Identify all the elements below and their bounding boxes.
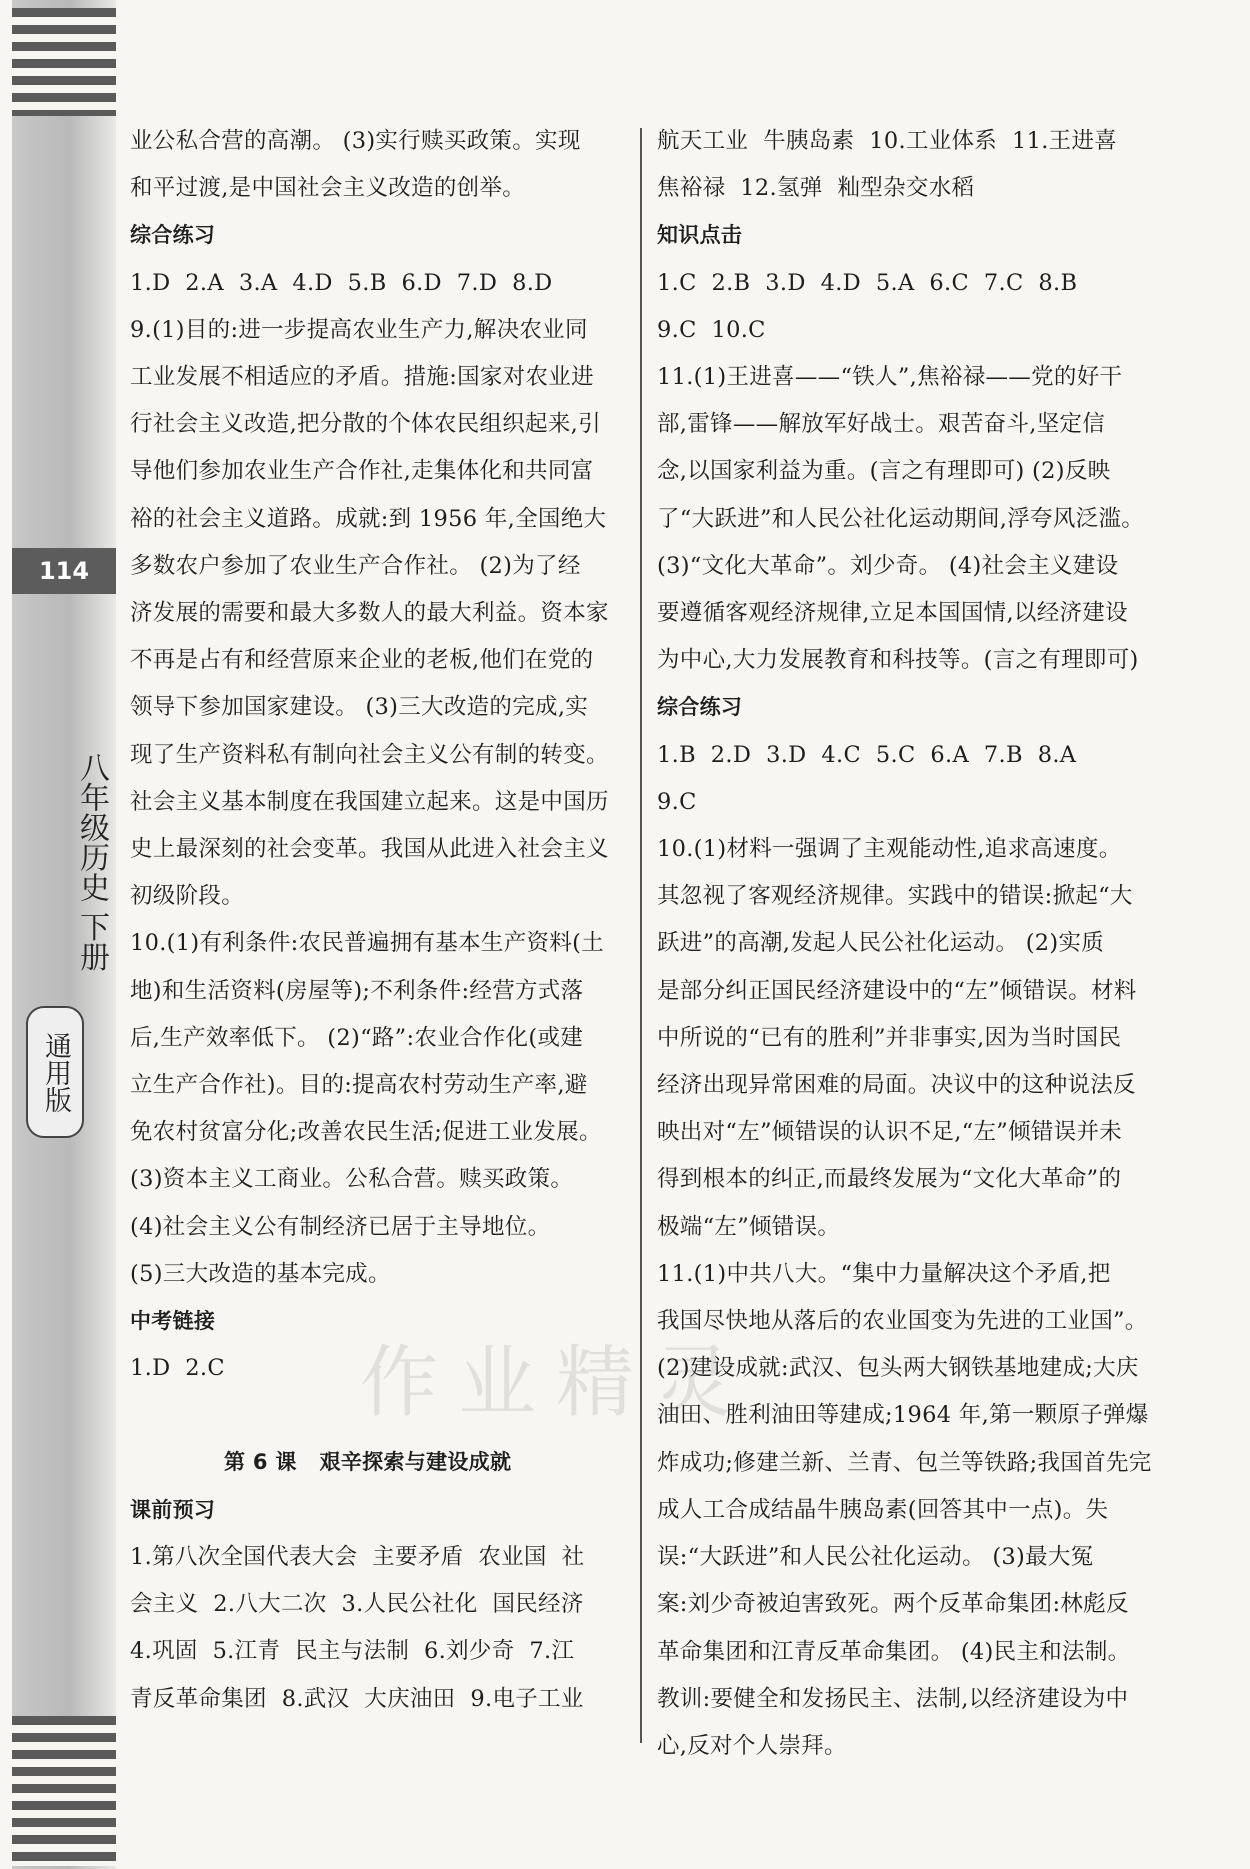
edition-badge: 通用版 — [26, 1006, 84, 1138]
answer-line: 业公私合营的高潮。 (3)实行赎买政策。实现 — [130, 128, 581, 154]
answer-line: 不再是占有和经营原来企业的老板,他们在党的 — [130, 647, 594, 674]
answer-line: 10.(1)有利条件:农民普遍拥有基本生产资料(土 — [130, 930, 605, 957]
answer-line: 其忽视了客观经济规律。实践中的错误:掀起“大 — [657, 883, 1133, 910]
answer-line: 部,雷锋——解放军好战士。艰苦奋斗,坚定信 — [657, 411, 1106, 438]
answer-line: (3)资本主义工商业。公私合营。赎买政策。 — [130, 1166, 574, 1193]
answer-line: 11.(1)王进喜——“铁人”,焦裕禄——党的好干 — [657, 364, 1123, 391]
answer-line: 裕的社会主义道路。成就:到 1956 年,全国绝大 — [130, 505, 607, 532]
answer-line: 经济出现异常困难的局面。决议中的这种说法反 — [657, 1072, 1136, 1099]
decorative-stripes-bottom — [12, 1716, 116, 1866]
answer-line: 多数农户参加了农业生产合作社。 (2)为了经 — [130, 552, 581, 579]
answer-line: 9.C 10.C — [657, 316, 766, 343]
answer-line: 4.巩固 5.江青 民主与法制 6.刘少奇 7.江 — [130, 1638, 575, 1665]
answer-line: 10.(1)材料一强调了主观能动性,追求高速度。 — [657, 836, 1122, 863]
answer-line: 得到根本的纠正,而最终发展为“文化大革命”的 — [657, 1166, 1122, 1193]
answer-line: 中所说的“已有的胜利”并非事实,因为当时国民 — [657, 1024, 1122, 1051]
answer-line: 了“大跃进”和人民公社化运动期间,浮夸风泛滥。 — [657, 505, 1145, 532]
section-heading: 中考链接 — [130, 1309, 216, 1334]
decorative-stripes-top — [12, 8, 116, 116]
answer-line: 炸成功;修建兰新、兰青、包兰等铁路;我国首先完 — [657, 1449, 1152, 1476]
answer-line: 后,生产效率低下。 (2)“路”:农业合作化(或建 — [130, 1024, 584, 1051]
book-title: 八年级历史 下册 — [74, 752, 109, 972]
section-heading: 课前预习 — [130, 1497, 216, 1522]
answer-line: 心,反对个人崇拜。 — [657, 1732, 847, 1759]
answer-line: 免农村贫富分化;改善农民生活;促进工业发展。 — [130, 1119, 602, 1146]
left-column — [130, 118, 625, 1723]
section-heading: 综合练习 — [130, 223, 216, 248]
answer-line: 济发展的需要和最大多数人的最大利益。资本家 — [130, 600, 609, 627]
answer-line: (5)三大改造的基本完成。 — [130, 1260, 391, 1287]
answer-line: (3)“文化大革命”。刘少奇。 (4)社会主义建设 — [657, 552, 1119, 579]
answer-line: 和平过渡,是中国社会主义改造的创举。 — [130, 175, 526, 202]
answer-line: 1.D 2.C — [130, 1355, 225, 1382]
right-column — [657, 118, 1152, 1770]
answer-line: 成人工合成结晶牛胰岛素(回答其中一点)。失 — [657, 1496, 1109, 1523]
answer-line: 导他们参加农业生产合作社,走集体化和共同富 — [130, 458, 594, 485]
answer-line: 油田、胜利油田等建成;1964 年,第一颗原子弹爆 — [657, 1402, 1149, 1429]
answer-line: 11.(1)中共八大。“集中力量解决这个矛盾,把 — [657, 1260, 1111, 1287]
answer-line: 跃进”的高潮,发起人民公社化运动。 (2)实质 — [657, 930, 1105, 957]
answer-line: 是部分纠正国民经济建设中的“左”倾错误。材料 — [657, 977, 1137, 1004]
answer-line: (4)社会主义公有制经济已居于主导地位。 — [130, 1213, 551, 1240]
answer-line: 航天工业 牛胰岛素 10.工业体系 11.王进喜 — [657, 128, 1118, 154]
answer-line: 教训:要健全和发扬民主、法制,以经济建设为中 — [657, 1685, 1129, 1712]
answer-line: 社会主义基本制度在我国建立起来。这是中国历 — [130, 788, 609, 815]
answer-line: 现了生产资料私有制向社会主义公有制的转变。 — [130, 741, 609, 768]
answer-line: 行社会主义改造,把分散的个体农民组织起来,引 — [130, 411, 601, 438]
column-divider — [640, 128, 642, 1743]
answer-line: 革命集团和江青反革命集团。 (4)民主和法制。 — [657, 1638, 1131, 1665]
answer-line: 极端“左”倾错误。 — [657, 1213, 841, 1240]
answer-line: 1.B 2.D 3.D 4.C 5.C 6.A 7.B 8.A — [657, 741, 1077, 768]
section-heading: 知识点击 — [657, 223, 743, 248]
lesson-title: 第 6 课 艰辛探索与建设成就 — [224, 1450, 512, 1475]
answer-line: 1.C 2.B 3.D 4.D 5.A 6.C 7.C 8.B — [657, 269, 1078, 296]
answer-line: (2)建设成就:武汉、包头两大钢铁基地建成;大庆 — [657, 1355, 1139, 1382]
answer-line: 9.(1)目的:进一步提高农业生产力,解决农业同 — [130, 316, 588, 343]
answer-line: 青反革命集团 8.武汉 大庆油田 9.电子工业 — [130, 1685, 584, 1712]
answer-line: 9.C — [657, 788, 697, 815]
answer-line: 要遵循客观经济规律,立足本国国情,以经济建设 — [657, 600, 1128, 627]
answer-line: 案:刘少奇被迫害致死。两个反革命集团:林彪反 — [657, 1591, 1129, 1618]
answer-line: 领导下参加国家建设。 (3)三大改造的完成,实 — [130, 694, 589, 721]
page-number: 114 — [12, 548, 116, 594]
answer-line: 1.D 2.A 3.A 4.D 5.B 6.D 7.D 8.D — [130, 269, 553, 296]
watermark: 作业精灵 — [360, 1338, 753, 1428]
section-heading: 综合练习 — [657, 695, 743, 720]
answer-line: 我国尽快地从落后的农业国变为先进的工业国”。 — [657, 1308, 1148, 1335]
answer-line: 焦裕禄 12.氢弹 籼型杂交水稻 — [657, 175, 975, 202]
answer-line: 会主义 2.八大二次 3.人民公社化 国民经济 — [130, 1591, 584, 1618]
answer-line: 史上最深刻的社会变革。我国从此进入社会主义 — [130, 836, 609, 863]
answer-line: 地)和生活资料(房屋等);不利条件:经营方式落 — [130, 977, 584, 1004]
answer-line: 工业发展不相适应的矛盾。措施:国家对农业进 — [130, 364, 594, 391]
answer-line: 误:“大跃进”和人民公社化运动。 (3)最大冤 — [657, 1544, 1094, 1571]
answer-line: 1.第八次全国代表大会 主要矛盾 农业国 社 — [130, 1543, 585, 1570]
answer-line: 初级阶段。 — [130, 883, 245, 910]
answer-line: 念,以国家利益为重。(言之有理即可) (2)反映 — [657, 458, 1111, 485]
answer-line: 为中心,大力发展教育和科技等。(言之有理即可) — [657, 647, 1139, 674]
answer-line: 立生产合作社)。目的:提高农村劳动生产率,避 — [130, 1072, 588, 1099]
answer-line: 映出对“左”倾错误的认识不足,“左”倾错误并未 — [657, 1119, 1123, 1146]
